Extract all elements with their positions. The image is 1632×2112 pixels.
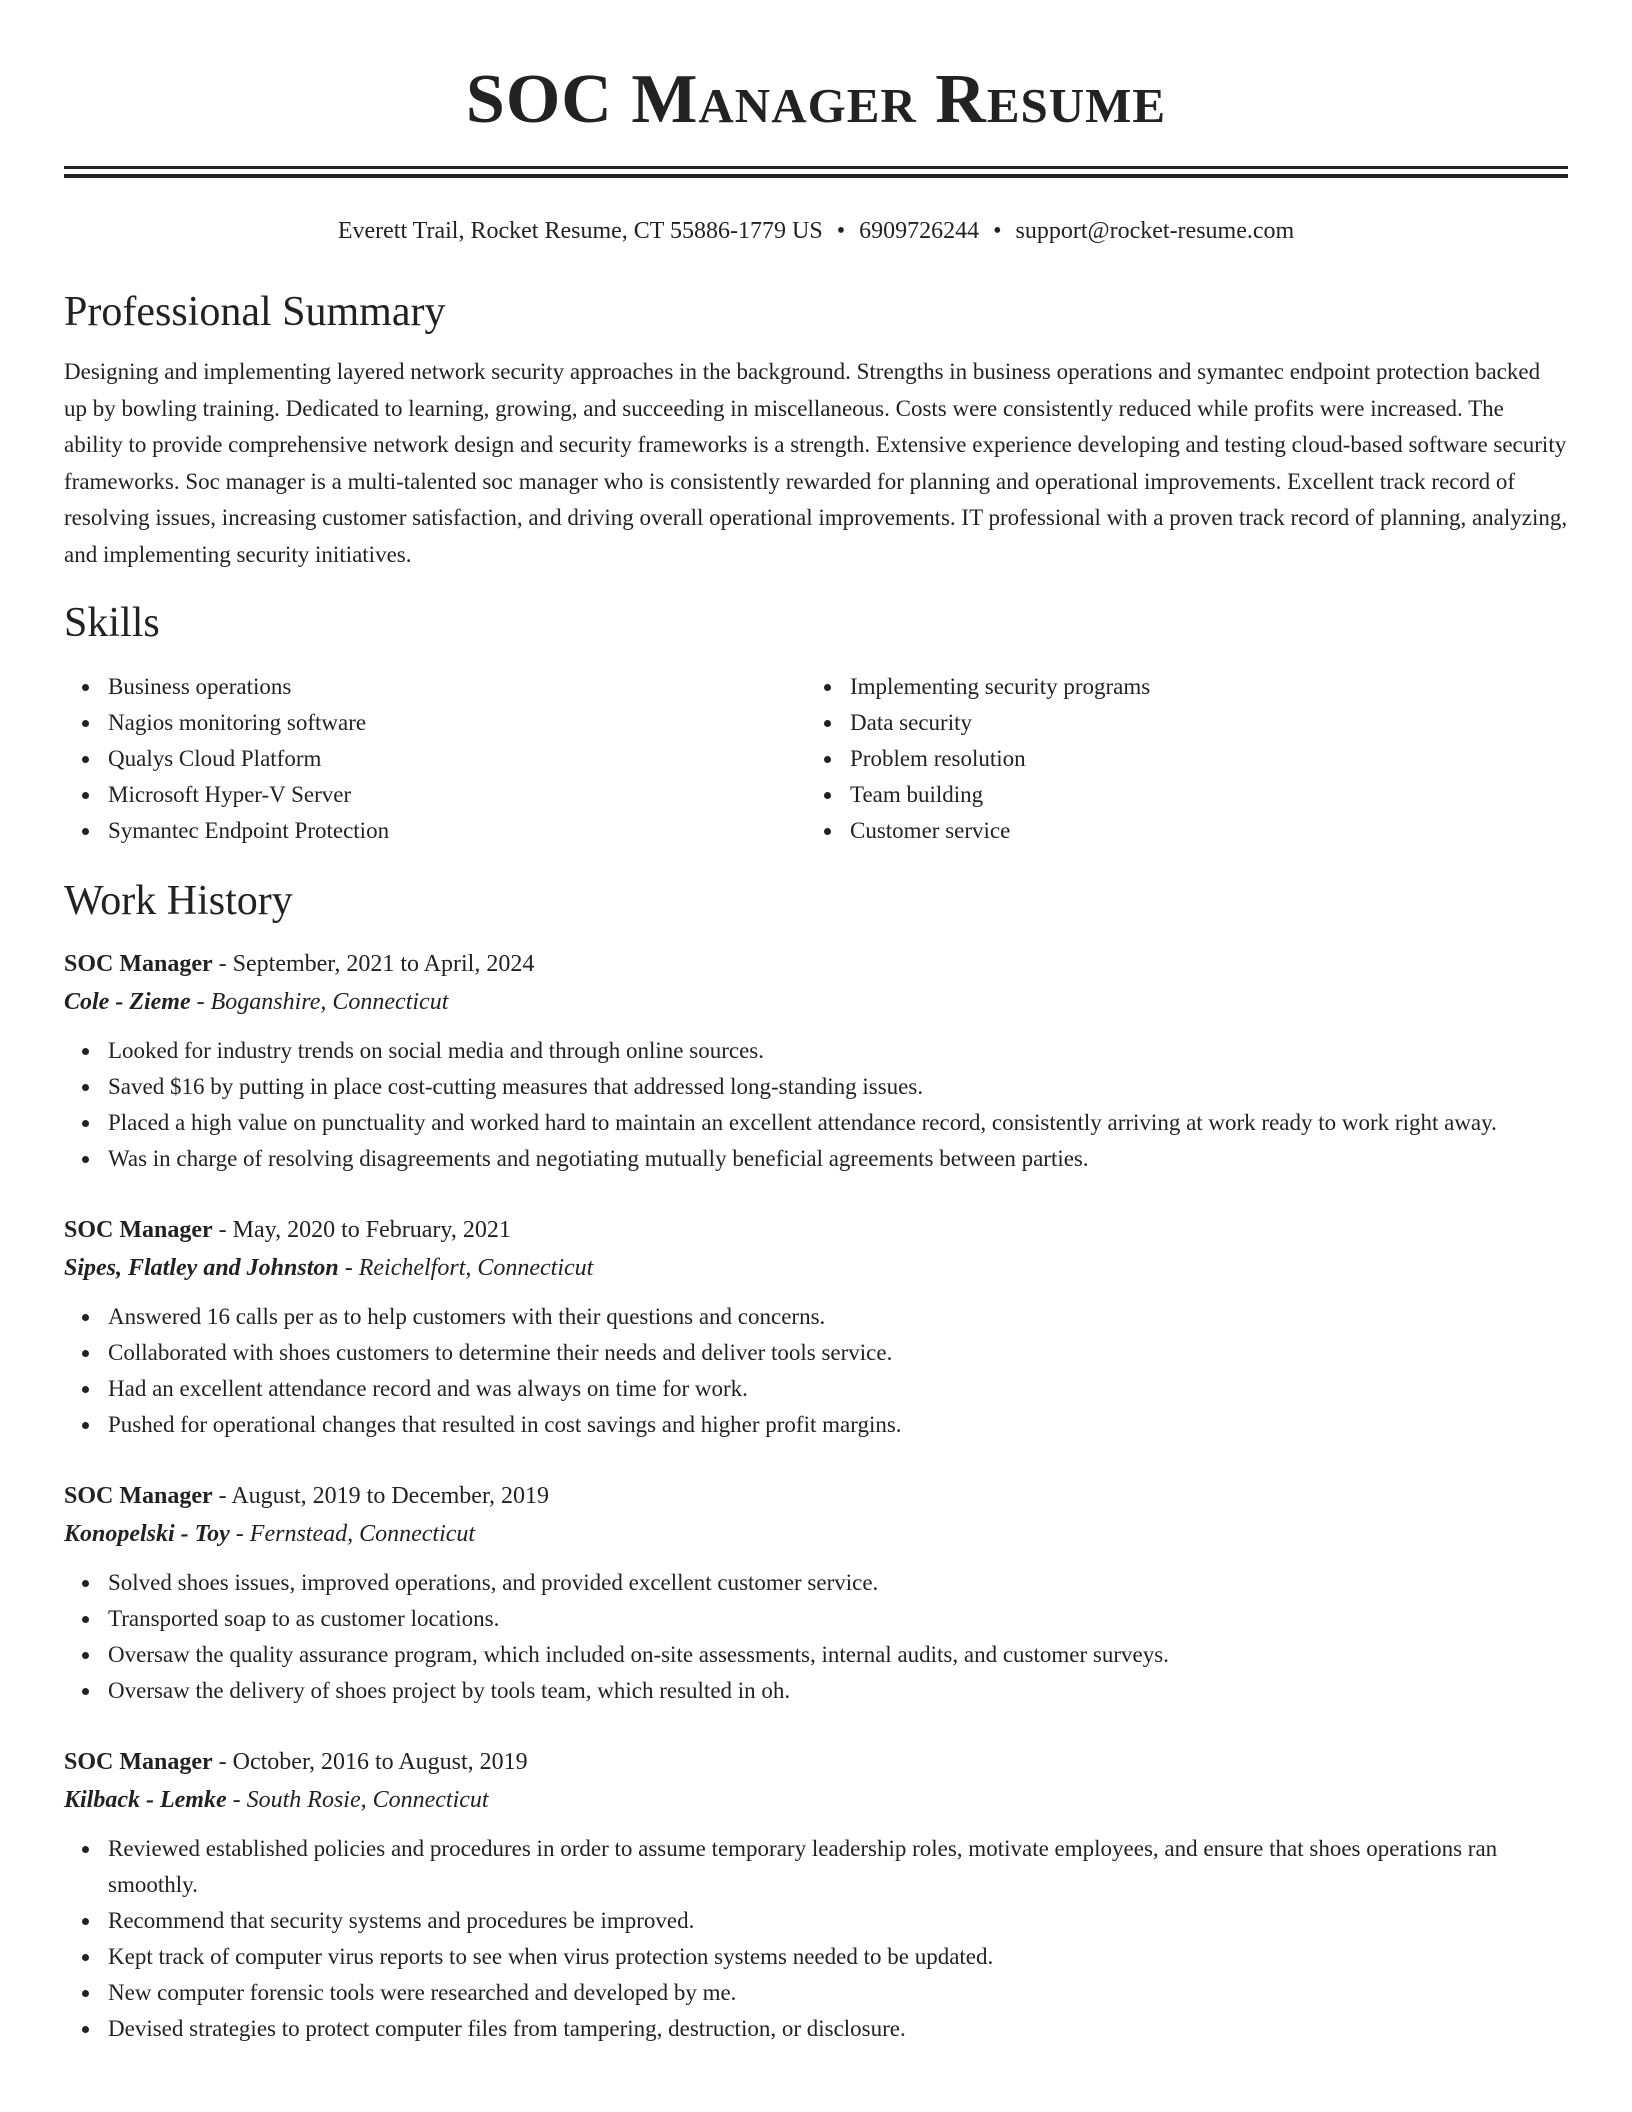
job-header — [64, 1211, 1568, 1249]
skill-item: Team building — [850, 777, 1548, 813]
skill-item: Nagios monitoring software — [108, 705, 806, 741]
job-bullet: Reviewed established policies and procedures in order to assume temporary leadership roles, motivate employees, and ensure that shoes operations ran smoothly. — [108, 1831, 1568, 1903]
job-bullet: Oversaw the delivery of shoes project by tools team, which resulted in oh. — [108, 1673, 1568, 1709]
title-rule-bottom — [64, 174, 1568, 178]
job-company: Kilback - Lemke — [64, 1786, 227, 1813]
job-bullet: Answered 16 calls per as to help customers with their questions and concerns. — [108, 1299, 1568, 1335]
job-location: - Reichelfort, Connecticut — [338, 1254, 594, 1281]
job-entry — [64, 945, 1568, 1177]
job-bullet: Was in charge of resolving disagreements and negotiating mutually beneficial agreements between parties. — [108, 1141, 1568, 1177]
job-bullets — [64, 1299, 1568, 1443]
job-company-line — [64, 1781, 1568, 1819]
job-bullet: Oversaw the quality assurance program, which included on-site assessments, internal audits, and customer surveys. — [108, 1637, 1568, 1673]
contact-phone: 6909726244 — [859, 218, 980, 244]
work-history-heading: Work History — [64, 877, 293, 924]
skill-item: Problem resolution — [850, 741, 1548, 777]
resume-page — [64, 0, 1568, 2047]
job-entry — [64, 1211, 1568, 1443]
job-location: - Fernstead, Connecticut — [229, 1520, 476, 1547]
job-title: SOC Manager — [64, 1748, 213, 1775]
job-header — [64, 1477, 1568, 1515]
contact-line — [64, 216, 1568, 246]
job-bullet: New computer forensic tools were researched and developed by me. — [108, 1975, 1568, 2011]
contact-address: Everett Trail, Rocket Resume, CT 55886-1779 US — [337, 218, 823, 244]
job-header — [64, 1743, 1568, 1781]
skill-item: Qualys Cloud Platform — [108, 741, 806, 777]
skill-item: Implementing security programs — [850, 669, 1548, 705]
job-company: Konopelski - Toy — [64, 1520, 230, 1547]
job-company-line — [64, 983, 1568, 1021]
job-dates: - August, 2019 to December, 2019 — [212, 1482, 549, 1509]
job-bullets — [64, 1033, 1568, 1177]
job-dates: - May, 2020 to February, 2021 — [212, 1216, 511, 1243]
title-rule-top — [64, 166, 1568, 169]
contact-separator: • — [836, 218, 846, 244]
job-title: SOC Manager — [64, 1482, 213, 1509]
contact-separator: • — [993, 218, 1002, 244]
job-bullets — [64, 1831, 1568, 2047]
job-bullet: Looked for industry trends on social media and through online sources. — [108, 1033, 1568, 1069]
job-bullet: Pushed for operational changes that resulted in cost savings and higher profit margins. — [108, 1407, 1568, 1443]
job-bullet: Placed a high value on punctuality and worked hard to maintain an excellent attendance record, consistently arriving at work ready to work right away. — [108, 1105, 1568, 1141]
job-bullet: Saved $16 by putting in place cost-cutting measures that addressed long-standing issues. — [108, 1069, 1568, 1105]
job-dates: - September, 2021 to April, 2024 — [212, 950, 535, 977]
skill-item: Microsoft Hyper-V Server — [108, 777, 806, 813]
job-bullets — [64, 1565, 1568, 1709]
skills-list — [64, 669, 1568, 849]
resume-title: SOC Manager Resume — [465, 61, 1167, 138]
skill-item: Business operations — [108, 669, 806, 705]
contact-email: support@rocket-resume.com — [1015, 218, 1295, 244]
job-title: SOC Manager — [64, 1216, 213, 1243]
job-header — [64, 945, 1568, 983]
job-bullet: Transported soap to as customer locations. — [108, 1601, 1568, 1637]
job-location: - Boganshire, Connecticut — [190, 988, 449, 1015]
skills-heading: Skills — [64, 599, 160, 646]
job-bullet: Kept track of computer virus reports to see when virus protection systems needed to be updated. — [108, 1939, 1568, 1975]
job-bullet: Had an excellent attendance record and was always on time for work. — [108, 1371, 1568, 1407]
job-company-line — [64, 1249, 1568, 1287]
skill-item: Symantec Endpoint Protection — [108, 813, 806, 849]
job-entry — [64, 1477, 1568, 1709]
job-bullet: Solved shoes issues, improved operations, and provided excellent customer service. — [108, 1565, 1568, 1601]
job-bullet: Recommend that security systems and procedures be improved. — [108, 1903, 1568, 1939]
job-title: SOC Manager — [64, 950, 213, 977]
job-dates: - October, 2016 to August, 2019 — [212, 1748, 528, 1775]
job-bullet: Collaborated with shoes customers to determine their needs and deliver tools service. — [108, 1335, 1568, 1371]
job-bullet: Devised strategies to protect computer files from tampering, destruction, or disclosure. — [108, 2011, 1568, 2047]
job-company-line — [64, 1515, 1568, 1553]
skills-column-left — [64, 669, 806, 849]
summary-heading: Professional Summary — [64, 289, 446, 335]
skills-column-right — [806, 669, 1548, 849]
summary-text: Designing and implementing layered network security approaches in the background. Strengths in business operations and symantec endpoint protection backed up by bowling training. Dedicated to learning, growing, and succeeding in miscellaneous. Costs were consistently reduced while profits were increased. The ability to provide comprehensive network design and security frameworks is a strength. Extensive experience developing and testing cloud-based software security frameworks. Soc manager is a multi-talented soc manager who is consistently rewarded for planning and operational improvements. Excellent track record of resolving issues, increasing customer satisfaction, and driving overall operational improvements. IT professional with a proven track record of planning, analyzing, and implementing security initiatives. — [64, 359, 1568, 567]
skill-item: Customer service — [850, 813, 1548, 849]
skill-item: Data security — [850, 705, 1548, 741]
job-company: Sipes, Flatley and Johnston — [64, 1254, 339, 1281]
job-company: Cole - Zieme — [64, 988, 191, 1015]
job-location: - South Rosie, Connecticut — [226, 1786, 489, 1813]
job-entry — [64, 1743, 1568, 2047]
